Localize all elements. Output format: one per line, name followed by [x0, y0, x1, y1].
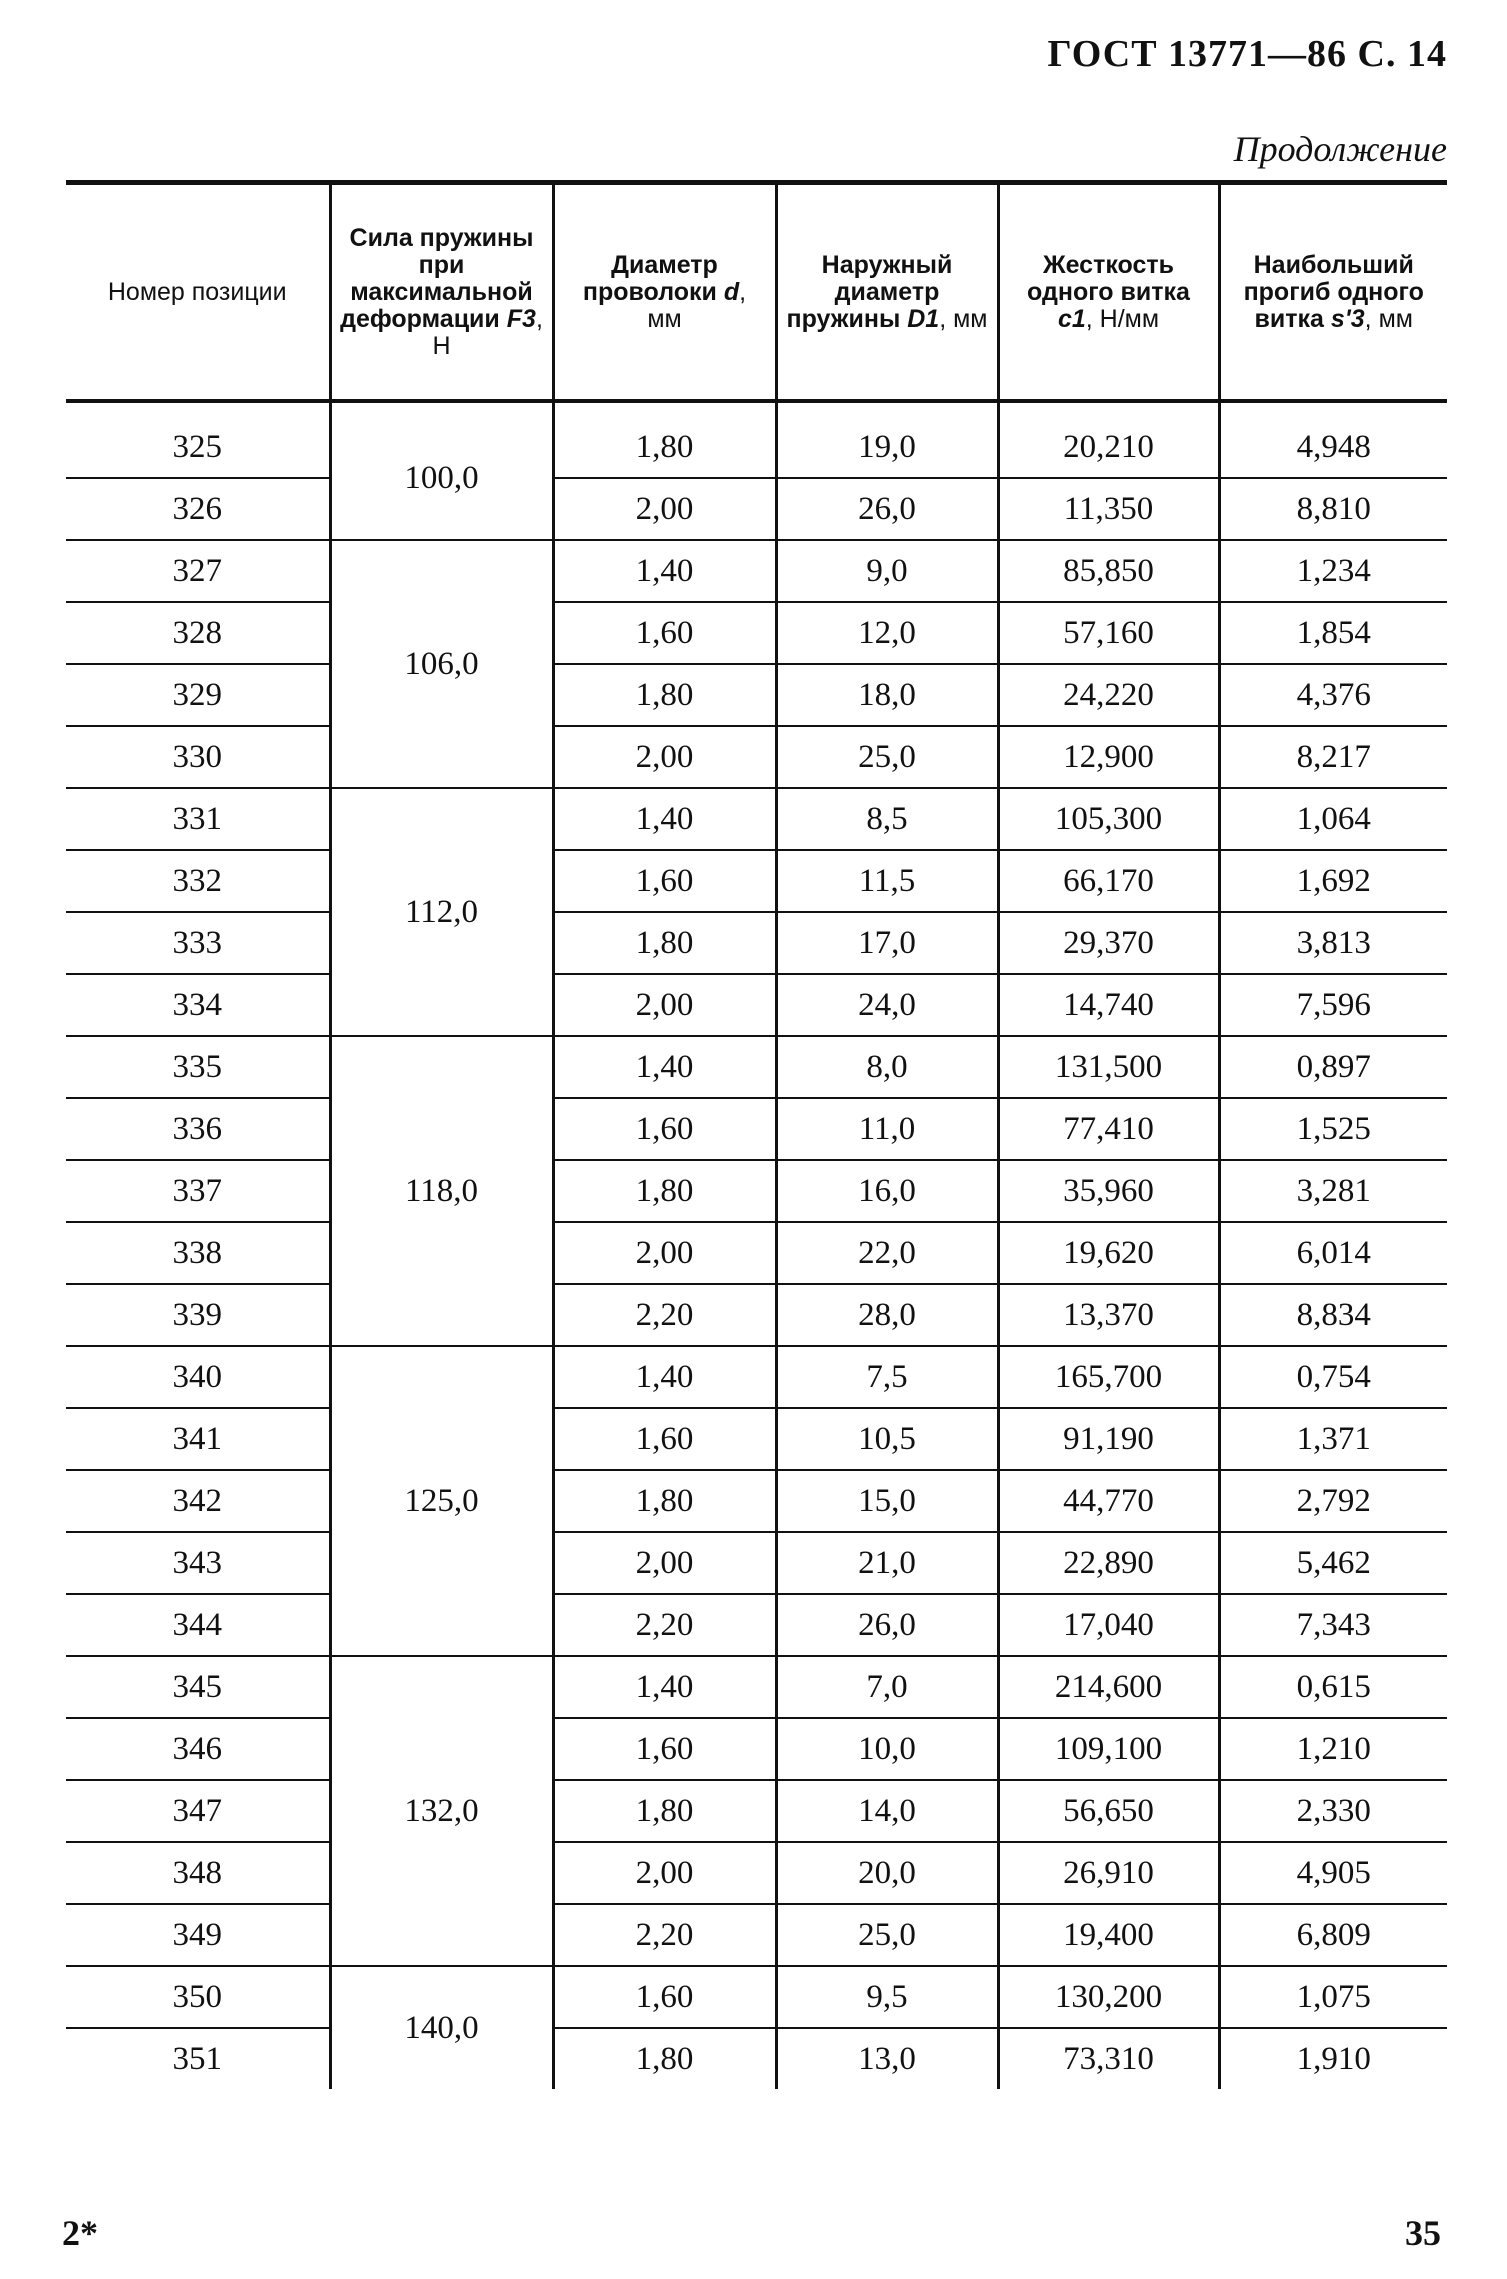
- spacer-cell: [553, 401, 776, 417]
- cell-position: 344: [66, 1594, 330, 1656]
- cell-wire-diameter: 1,80: [553, 1780, 776, 1842]
- cell-stiffness: 14,740: [998, 974, 1219, 1036]
- cell-wire-diameter: 2,00: [553, 974, 776, 1036]
- cell-stiffness: 130,200: [998, 1966, 1219, 2028]
- cell-outer-diameter: 22,0: [776, 1222, 998, 1284]
- cell-stiffness: 66,170: [998, 850, 1219, 912]
- column-header-stiffness: [998, 183, 1219, 402]
- cell-outer-diameter: 18,0: [776, 664, 998, 726]
- cell-stiffness: 91,190: [998, 1408, 1219, 1470]
- cell-outer-diameter: 26,0: [776, 1594, 998, 1656]
- column-header-max-deflection: [1219, 183, 1447, 402]
- continuation-label: Продолжение: [1233, 129, 1447, 169]
- cell-position: 332: [66, 850, 330, 912]
- cell-position: 325: [66, 417, 330, 478]
- table-row: [66, 478, 1447, 540]
- cell-wire-diameter: 1,60: [553, 602, 776, 664]
- cell-max-deflection: 1,075: [1219, 1966, 1447, 2028]
- cell-position: 350: [66, 1966, 330, 2028]
- table-row: [66, 1036, 1447, 1098]
- column-header-outer-diameter: [776, 183, 998, 402]
- cell-stiffness: 73,310: [998, 2028, 1219, 2089]
- cell-max-deflection: 1,210: [1219, 1718, 1447, 1780]
- column-header-position: [66, 183, 330, 402]
- cell-max-deflection: 1,064: [1219, 788, 1447, 850]
- cell-position: 345: [66, 1656, 330, 1718]
- column-header-stiffness-unit: , Н/мм: [1085, 304, 1160, 333]
- table-body: [66, 401, 1447, 2089]
- cell-max-deflection: 1,692: [1219, 850, 1447, 912]
- cell-outer-diameter: 7,5: [776, 1346, 998, 1408]
- column-header-outer-diameter-symbol: D1: [907, 304, 940, 333]
- cell-stiffness: 57,160: [998, 602, 1219, 664]
- cell-stiffness: 13,370: [998, 1284, 1219, 1346]
- column-header-max-deflection-symbol: s'3: [1330, 304, 1365, 333]
- cell-position: 328: [66, 602, 330, 664]
- column-header-outer-diameter-text: Наружный диаметр пружины: [786, 250, 953, 333]
- cell-wire-diameter: 1,40: [553, 540, 776, 602]
- cell-wire-diameter: 1,80: [553, 2028, 776, 2089]
- cell-force: 132,0: [330, 1656, 553, 1966]
- cell-outer-diameter: 15,0: [776, 1470, 998, 1532]
- cell-max-deflection: 1,525: [1219, 1098, 1447, 1160]
- cell-stiffness: 214,600: [998, 1656, 1219, 1718]
- cell-max-deflection: 8,217: [1219, 726, 1447, 788]
- cell-max-deflection: 4,376: [1219, 664, 1447, 726]
- cell-max-deflection: 1,234: [1219, 540, 1447, 602]
- table-row: [66, 912, 1447, 974]
- cell-outer-diameter: 25,0: [776, 1904, 998, 1966]
- cell-wire-diameter: 1,40: [553, 1656, 776, 1718]
- cell-max-deflection: 6,809: [1219, 1904, 1447, 1966]
- cell-wire-diameter: 2,20: [553, 1594, 776, 1656]
- page-number: 35: [1405, 2213, 1441, 2253]
- sheet-mark: 2*: [62, 2213, 98, 2253]
- cell-outer-diameter: 25,0: [776, 726, 998, 788]
- cell-outer-diameter: 12,0: [776, 602, 998, 664]
- cell-outer-diameter: 26,0: [776, 478, 998, 540]
- cell-outer-diameter: 21,0: [776, 1532, 998, 1594]
- column-header-stiffness-symbol: c1: [1057, 304, 1086, 333]
- cell-outer-diameter: 17,0: [776, 912, 998, 974]
- cell-stiffness: 85,850: [998, 540, 1219, 602]
- cell-force: 106,0: [330, 540, 553, 788]
- column-header-wire-diameter-unit: , мм: [647, 277, 747, 333]
- table-row: [66, 1222, 1447, 1284]
- table-row: [66, 2028, 1447, 2089]
- cell-position: 336: [66, 1098, 330, 1160]
- cell-position: 335: [66, 1036, 330, 1098]
- cell-wire-diameter: 1,80: [553, 1160, 776, 1222]
- cell-wire-diameter: 2,00: [553, 726, 776, 788]
- cell-stiffness: 24,220: [998, 664, 1219, 726]
- cell-stiffness: 26,910: [998, 1842, 1219, 1904]
- cell-force: 140,0: [330, 1966, 553, 2089]
- cell-position: 334: [66, 974, 330, 1036]
- table-spacer-row: [66, 401, 1447, 417]
- column-header-wire-diameter-text: Диаметр проволоки: [582, 250, 718, 306]
- cell-stiffness: 77,410: [998, 1098, 1219, 1160]
- cell-stiffness: 19,400: [998, 1904, 1219, 1966]
- cell-outer-diameter: 28,0: [776, 1284, 998, 1346]
- table-row: [66, 850, 1447, 912]
- cell-wire-diameter: 1,40: [553, 1036, 776, 1098]
- cell-outer-diameter: 13,0: [776, 2028, 998, 2089]
- cell-stiffness: 35,960: [998, 1160, 1219, 1222]
- table-row: [66, 1718, 1447, 1780]
- table-header-row: [66, 183, 1447, 402]
- cell-position: 347: [66, 1780, 330, 1842]
- cell-stiffness: 22,890: [998, 1532, 1219, 1594]
- cell-max-deflection: 3,813: [1219, 912, 1447, 974]
- table-row: [66, 1594, 1447, 1656]
- table-row: [66, 1346, 1447, 1408]
- cell-max-deflection: 4,905: [1219, 1842, 1447, 1904]
- column-header-max-deflection-unit: , мм: [1364, 304, 1413, 333]
- table-row: [66, 602, 1447, 664]
- table-row: [66, 974, 1447, 1036]
- cell-position: 339: [66, 1284, 330, 1346]
- column-header-force-unit: , Н: [432, 304, 543, 360]
- cell-outer-diameter: 8,5: [776, 788, 998, 850]
- cell-outer-diameter: 10,5: [776, 1408, 998, 1470]
- column-header-wire-diameter-symbol: d: [723, 277, 740, 306]
- cell-max-deflection: 7,343: [1219, 1594, 1447, 1656]
- cell-wire-diameter: 2,00: [553, 478, 776, 540]
- cell-wire-diameter: 2,00: [553, 1222, 776, 1284]
- cell-stiffness: 11,350: [998, 478, 1219, 540]
- cell-wire-diameter: 1,40: [553, 788, 776, 850]
- table-row: [66, 726, 1447, 788]
- cell-wire-diameter: 1,40: [553, 1346, 776, 1408]
- table-row: [66, 664, 1447, 726]
- cell-max-deflection: 0,754: [1219, 1346, 1447, 1408]
- table-row: [66, 1098, 1447, 1160]
- table-row: [66, 1532, 1447, 1594]
- spacer-cell: [776, 401, 998, 417]
- cell-outer-diameter: 7,0: [776, 1656, 998, 1718]
- cell-max-deflection: 0,897: [1219, 1036, 1447, 1098]
- cell-force: 112,0: [330, 788, 553, 1036]
- cell-force: 118,0: [330, 1036, 553, 1346]
- table-row: [66, 1966, 1447, 2028]
- table-row: [66, 1904, 1447, 1966]
- cell-position: 349: [66, 1904, 330, 1966]
- cell-position: 331: [66, 788, 330, 850]
- cell-stiffness: 12,900: [998, 726, 1219, 788]
- cell-wire-diameter: 1,60: [553, 1098, 776, 1160]
- cell-stiffness: 17,040: [998, 1594, 1219, 1656]
- spring-parameters-table: [66, 180, 1447, 2089]
- cell-position: 348: [66, 1842, 330, 1904]
- cell-position: 338: [66, 1222, 330, 1284]
- cell-outer-diameter: 16,0: [776, 1160, 998, 1222]
- spring-parameters-table-container: [66, 180, 1447, 2089]
- cell-max-deflection: 1,854: [1219, 602, 1447, 664]
- cell-wire-diameter: 2,20: [553, 1904, 776, 1966]
- cell-max-deflection: 8,810: [1219, 478, 1447, 540]
- cell-outer-diameter: 10,0: [776, 1718, 998, 1780]
- cell-wire-diameter: 1,80: [553, 912, 776, 974]
- cell-position: 340: [66, 1346, 330, 1408]
- cell-outer-diameter: 9,0: [776, 540, 998, 602]
- cell-position: 327: [66, 540, 330, 602]
- cell-wire-diameter: 1,60: [553, 1408, 776, 1470]
- cell-wire-diameter: 1,60: [553, 1718, 776, 1780]
- spacer-cell: [998, 401, 1219, 417]
- table-row: [66, 417, 1447, 478]
- column-header-max-deflection-text: Наибольший прогиб одного витка: [1243, 250, 1424, 333]
- spacer-cell: [330, 401, 553, 417]
- cell-max-deflection: 0,615: [1219, 1656, 1447, 1718]
- cell-stiffness: 29,370: [998, 912, 1219, 974]
- column-header-force: [330, 183, 553, 402]
- cell-wire-diameter: 2,00: [553, 1532, 776, 1594]
- cell-stiffness: 165,700: [998, 1346, 1219, 1408]
- table-row: [66, 788, 1447, 850]
- cell-position: 343: [66, 1532, 330, 1594]
- cell-outer-diameter: 19,0: [776, 417, 998, 478]
- cell-stiffness: 105,300: [998, 788, 1219, 850]
- cell-outer-diameter: 11,0: [776, 1098, 998, 1160]
- column-header-wire-diameter: [553, 183, 776, 402]
- column-header-force-text: Сила пружины при максимальной деформации: [340, 223, 534, 333]
- column-header-position-text: Номер позиции: [107, 277, 287, 306]
- cell-stiffness: 109,100: [998, 1718, 1219, 1780]
- cell-max-deflection: 7,596: [1219, 974, 1447, 1036]
- spacer-cell: [1219, 401, 1447, 417]
- column-header-outer-diameter-unit: , мм: [939, 304, 988, 333]
- cell-force: 100,0: [330, 417, 553, 540]
- cell-max-deflection: 1,910: [1219, 2028, 1447, 2089]
- table-row: [66, 1842, 1447, 1904]
- cell-stiffness: 20,210: [998, 417, 1219, 478]
- cell-max-deflection: 3,281: [1219, 1160, 1447, 1222]
- cell-max-deflection: 1,371: [1219, 1408, 1447, 1470]
- cell-wire-diameter: 1,80: [553, 1470, 776, 1532]
- cell-outer-diameter: 24,0: [776, 974, 998, 1036]
- column-header-force-symbol: F3: [506, 304, 536, 333]
- cell-outer-diameter: 11,5: [776, 850, 998, 912]
- standard-designation: ГОСТ 13771—86 С. 14: [1047, 33, 1447, 75]
- cell-position: 333: [66, 912, 330, 974]
- cell-max-deflection: 4,948: [1219, 417, 1447, 478]
- cell-position: 346: [66, 1718, 330, 1780]
- cell-position: 351: [172, 2040, 222, 2077]
- cell-wire-diameter: 2,00: [553, 1842, 776, 1904]
- table-row: [66, 1656, 1447, 1718]
- table-row: [66, 1780, 1447, 1842]
- cell-stiffness: 56,650: [998, 1780, 1219, 1842]
- cell-wire-diameter: 1,60: [553, 850, 776, 912]
- cell-outer-diameter: 20,0: [776, 1842, 998, 1904]
- cell-max-deflection: 6,014: [1219, 1222, 1447, 1284]
- cell-wire-diameter: 1,80: [553, 664, 776, 726]
- cell-stiffness: 19,620: [998, 1222, 1219, 1284]
- cell-position: 342: [66, 1470, 330, 1532]
- table-row: [66, 1284, 1447, 1346]
- table-row: [66, 1470, 1447, 1532]
- cell-position: 341: [66, 1408, 330, 1470]
- table-row: [66, 1160, 1447, 1222]
- table-row: [66, 1408, 1447, 1470]
- cell-position: 326: [66, 478, 330, 540]
- column-header-stiffness-text: Жесткость одного витка: [1027, 250, 1190, 306]
- table-row: [66, 540, 1447, 602]
- cell-max-deflection: 8,834: [1219, 1284, 1447, 1346]
- cell-outer-diameter: 8,0: [776, 1036, 998, 1098]
- cell-max-deflection: 2,330: [1219, 1780, 1447, 1842]
- cell-wire-diameter: 1,80: [553, 417, 776, 478]
- spacer-cell: [66, 401, 330, 417]
- cell-force: 125,0: [330, 1346, 553, 1656]
- cell-stiffness: 131,500: [998, 1036, 1219, 1098]
- cell-wire-diameter: 1,60: [553, 1966, 776, 2028]
- cell-wire-diameter: 2,20: [553, 1284, 776, 1346]
- cell-max-deflection: 5,462: [1219, 1532, 1447, 1594]
- cell-position: 337: [66, 1160, 330, 1222]
- cell-position: 330: [66, 726, 330, 788]
- cell-outer-diameter: 9,5: [776, 1966, 998, 2028]
- cell-outer-diameter: 14,0: [776, 1780, 998, 1842]
- cell-max-deflection: 2,792: [1219, 1470, 1447, 1532]
- cell-position: 329: [66, 664, 330, 726]
- cell-stiffness: 44,770: [998, 1470, 1219, 1532]
